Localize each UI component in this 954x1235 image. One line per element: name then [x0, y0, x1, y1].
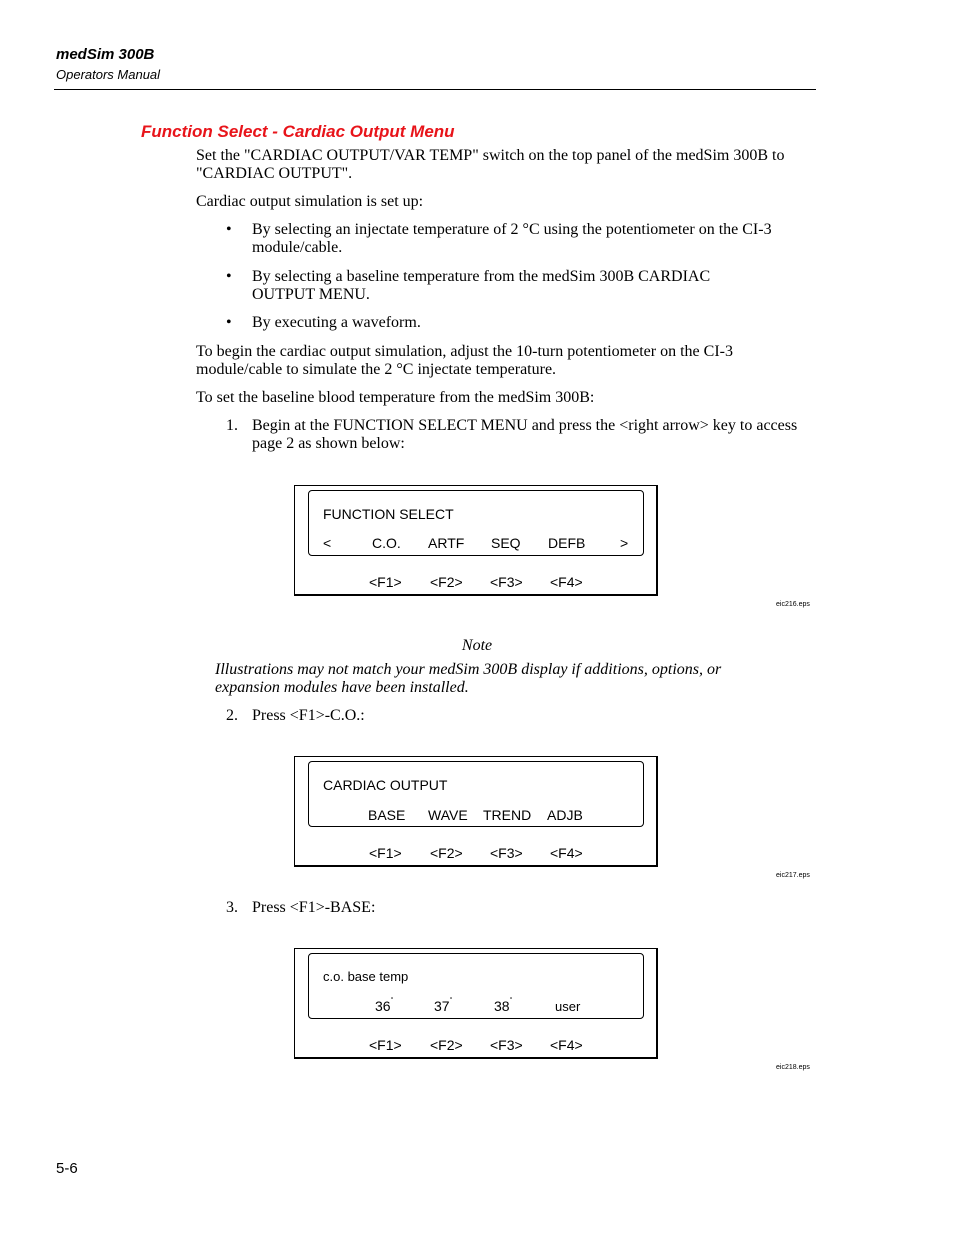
right-arrow-indicator: >: [620, 535, 629, 551]
lcd-title: CARDIAC OUTPUT: [323, 777, 448, 793]
manual-subtitle: Operators Manual: [56, 67, 161, 82]
key-f2: <F2>: [430, 574, 463, 590]
lcd-option-f2: ARTF: [428, 535, 465, 551]
step-number: 2.: [226, 707, 238, 724]
lcd-option-f1: C.O.: [372, 535, 401, 551]
key-f1: <F1>: [369, 845, 402, 861]
step-number: 3.: [226, 899, 238, 916]
lcd-screen-function-select: [294, 485, 658, 596]
lcd-option-f3: [494, 998, 512, 1014]
lcd-option-f3: TREND: [483, 807, 532, 823]
figure-caption: eic218.eps: [776, 1064, 810, 1071]
key-f4: <F4>: [550, 1037, 583, 1053]
lcd-option-f4: user: [555, 999, 581, 1014]
lcd-display-area: [308, 953, 644, 1019]
paragraph-baseline-intro: To set the baseline blood temperature from the medSim 300B:: [196, 389, 595, 406]
key-f1: <F1>: [369, 1037, 402, 1053]
degree-mark: °: [509, 997, 513, 1004]
lcd-option-f1: BASE: [368, 807, 406, 823]
header-rule: [54, 89, 816, 90]
degree-mark: °: [449, 997, 453, 1004]
step-text: Begin at the FUNCTION SELECT MENU and press the <right arrow> key to access page 2 as shown below:: [252, 417, 798, 452]
key-f3: <F3>: [490, 845, 523, 861]
lcd-title: c.o. base temp: [323, 969, 409, 984]
key-f3: <F3>: [490, 574, 523, 590]
note-heading: Note: [461, 637, 493, 654]
temp-value: 37: [434, 998, 450, 1014]
lcd-display-area: [308, 761, 644, 827]
paragraph-begin-simulation: To begin the cardiac output simulation, adjust the 10-turn potentiometer on the CI-3 module/cable to simulate the 2 °C injectate temperature.: [196, 343, 733, 378]
bullet-item: By selecting an injectate temperature of 2 °C using the potentiometer on the CI-3 module/cable.: [252, 221, 772, 256]
bullet-marker: •: [226, 314, 232, 331]
note-text: Illustrations may not match your medSim 300B display if additions, options, or expansion modules have been installed.: [215, 661, 722, 696]
section-title: Function Select - Cardiac Output Menu: [141, 122, 455, 141]
figure-caption: eic217.eps: [776, 872, 810, 879]
temp-value: 36: [375, 998, 391, 1014]
lcd-option-f1: [375, 998, 393, 1014]
temp-value: 38: [494, 998, 510, 1014]
bullet-marker: •: [226, 268, 232, 285]
degree-mark: °: [390, 997, 394, 1004]
bullet-item: By executing a waveform.: [252, 314, 421, 331]
page-number: 5-6: [56, 1160, 78, 1177]
key-f2: <F2>: [430, 845, 463, 861]
left-arrow-indicator: <: [323, 535, 332, 551]
step-text: Press <F1>-C.O.:: [252, 707, 365, 724]
bullet-marker: •: [226, 221, 232, 238]
figure-caption: eic216.eps: [776, 601, 810, 608]
lcd-option-f2: WAVE: [428, 807, 468, 823]
step-text: Press <F1>-BASE:: [252, 899, 376, 916]
paragraph-switch-setup: Set the "CARDIAC OUTPUT/VAR TEMP" switch on the top panel of the medSim 300B to "CARDIAC OUTPUT".: [196, 147, 785, 182]
key-f2: <F2>: [430, 1037, 463, 1053]
lcd-option-f3: SEQ: [491, 535, 521, 551]
lcd-title: FUNCTION SELECT: [323, 506, 454, 522]
key-f4: <F4>: [550, 845, 583, 861]
key-f4: <F4>: [550, 574, 583, 590]
paragraph-setup-intro: Cardiac output simulation is set up:: [196, 193, 424, 210]
lcd-screen-cardiac-output: [294, 756, 658, 867]
key-f1: <F1>: [369, 574, 402, 590]
key-f3: <F3>: [490, 1037, 523, 1053]
lcd-option-f2: [434, 998, 452, 1014]
lcd-option-f4: DEFB: [548, 535, 586, 551]
manual-title: medSim 300B: [56, 46, 155, 63]
bullet-item: By selecting a baseline temperature from the medSim 300B CARDIAC OUTPUT MENU.: [252, 268, 711, 303]
lcd-display-area: [308, 490, 644, 556]
lcd-option-f4: ADJB: [547, 807, 583, 823]
lcd-screen-base-temp: [294, 948, 658, 1059]
step-number: 1.: [226, 417, 238, 434]
